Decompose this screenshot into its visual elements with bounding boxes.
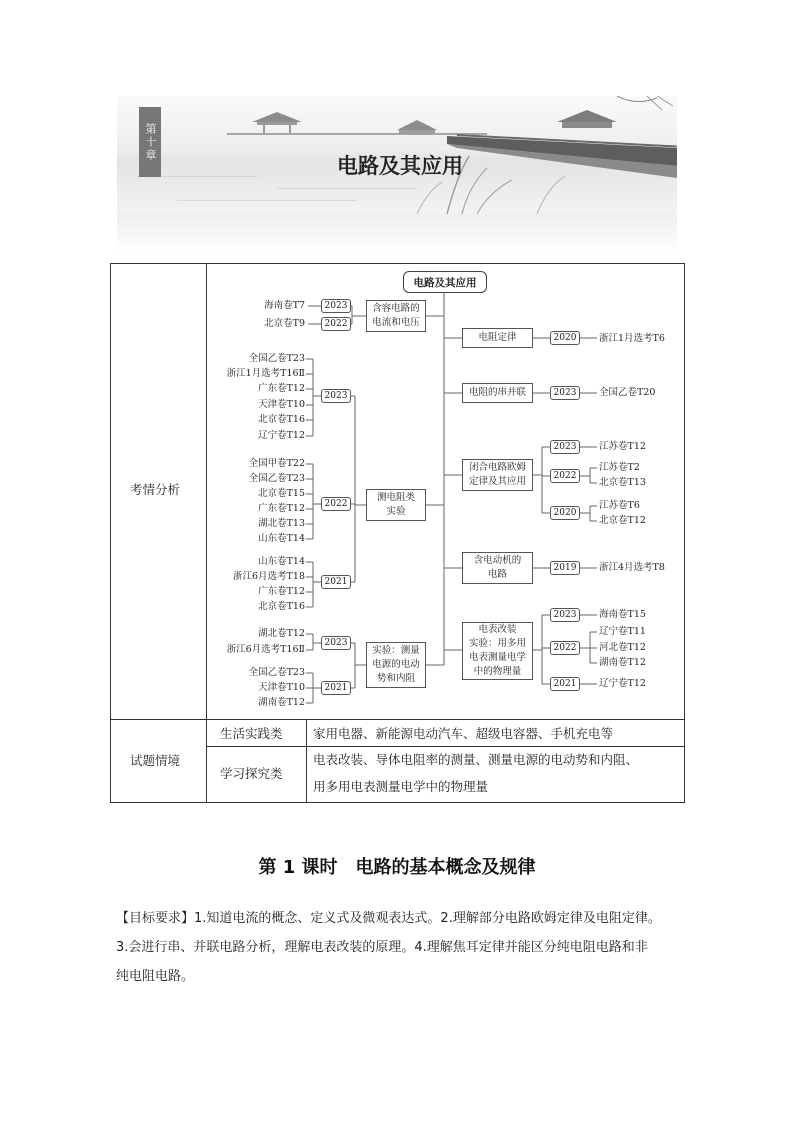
year-badge: 2023	[321, 636, 351, 650]
source-item: 北京卷T16	[258, 414, 305, 425]
source-item: 北京卷T12	[599, 515, 646, 526]
source-item: 海南卷T15	[599, 609, 646, 620]
source-item: 辽宁卷T11	[599, 626, 646, 637]
source-item: 浙江6月选考T16Ⅱ	[226, 644, 305, 655]
topic-motor-circuit: 含电动机的 电路	[462, 552, 533, 584]
goal-requirements	[116, 904, 696, 991]
context-type-study: 学习探究类	[220, 766, 283, 781]
source-item: 浙江4月选考T8	[599, 562, 665, 573]
row-header-exam-analysis: 考情分析	[130, 482, 181, 497]
source-item: 辽宁卷T12	[258, 430, 305, 441]
year-badge: 2022	[550, 469, 580, 483]
source-item: 山东卷T14	[258, 533, 305, 544]
year-badge: 2021	[321, 575, 351, 589]
mindmap-root: 电路及其应用	[403, 271, 487, 293]
context-content-life: 家用电器、新能源电动汽车、超级电容器、手机充电等	[313, 726, 614, 741]
source-item: 广东卷T12	[258, 503, 305, 514]
topic-series-parallel: 电阻的串并联	[462, 383, 533, 403]
goal-line-2: 3.会进行串、并联电路分析，理解电表改装的原理。4.理解焦耳定律并能区分纯电阻电路和非	[116, 940, 648, 955]
year-badge: 2020	[550, 506, 580, 520]
topic-emf-measurement: 实验：测量 电源的电动 势和内阻	[366, 642, 426, 688]
source-item: 湖南卷T12	[599, 657, 646, 668]
source-item: 山东卷T14	[258, 556, 305, 567]
source-item: 北京卷T13	[599, 477, 646, 488]
context-content-study-line2: 用多用电表测量电学中的物理量	[313, 779, 489, 794]
topic-capacitor-circuit: 含容电路的 电流和电压	[366, 300, 426, 332]
source-item: 浙江1月选考T6	[599, 333, 665, 344]
source-item: 河北卷T12	[599, 642, 646, 653]
row-header-question-context: 试题情境	[130, 753, 181, 768]
year-badge: 2019	[550, 561, 580, 575]
year-badge: 2023	[550, 608, 580, 622]
source-item: 湖北卷T12	[258, 628, 305, 639]
year-badge: 2021	[321, 681, 351, 695]
source-item: 全国乙卷T20	[599, 387, 656, 398]
source-item: 江苏卷T2	[599, 462, 640, 473]
source-item: 辽宁卷T12	[599, 678, 646, 689]
context-type-life: 生活实践类	[220, 726, 283, 741]
chapter-title: 电路及其应用	[337, 154, 463, 178]
lesson-title: 第 1 课时 电路的基本概念及规律	[258, 857, 536, 878]
topic-resistance-measurement: 测电阻类 实验	[366, 489, 426, 521]
source-item: 天津卷T10	[258, 399, 305, 410]
source-item: 北京卷T9	[264, 318, 305, 329]
source-item: 湖北卷T13	[258, 518, 305, 529]
source-item: 浙江6月选考T18	[233, 571, 305, 582]
source-item: 全国乙卷T23	[248, 473, 305, 484]
topic-closed-circuit-ohm: 闭合电路欧姆 定律及其应用	[462, 459, 533, 491]
source-item: 海南卷T7	[264, 300, 305, 311]
year-badge: 2022	[321, 317, 351, 331]
source-item: 湖南卷T12	[258, 697, 305, 708]
source-item: 广东卷T12	[258, 383, 305, 394]
year-badge: 2022	[321, 497, 351, 511]
context-content-study-line1: 电表改装、导体电阻率的测量、测量电源的电动势和内阻、	[313, 752, 639, 767]
topic-meter-modification: 电表改装 实验：用多用 电表测量电学 中的物理量	[462, 622, 533, 680]
goal-line-1: 【目标要求】1.知道电流的概念、定义式及微观表达式。2.理解部分电路欧姆定律及电阻定律。	[116, 911, 661, 926]
year-badge: 2023	[550, 440, 580, 454]
year-badge: 2023	[321, 389, 351, 403]
source-item: 全国乙卷T23	[248, 667, 305, 678]
source-item: 全国甲卷T22	[248, 458, 305, 469]
source-item: 北京卷T16	[258, 601, 305, 612]
goal-label: 【目标要求】	[116, 911, 195, 926]
source-item: 全国乙卷T23	[248, 353, 305, 364]
year-badge: 2022	[550, 641, 580, 655]
source-item: 江苏卷T12	[599, 441, 646, 452]
source-item: 广东卷T12	[258, 586, 305, 597]
topic-resistance-law: 电阻定律	[462, 328, 533, 348]
year-badge: 2020	[550, 331, 580, 345]
year-badge: 2021	[550, 677, 580, 691]
source-item: 浙江1月选考T16Ⅱ	[226, 368, 305, 379]
source-item: 江苏卷T6	[599, 500, 640, 511]
source-item: 北京卷T15	[258, 488, 305, 499]
source-item: 天津卷T10	[258, 682, 305, 693]
goal-line-3: 纯电阻电路。	[116, 969, 195, 984]
year-badge: 2023	[550, 386, 580, 400]
chapter-number-tag: 第十章	[139, 107, 161, 177]
year-badge: 2023	[321, 299, 351, 313]
